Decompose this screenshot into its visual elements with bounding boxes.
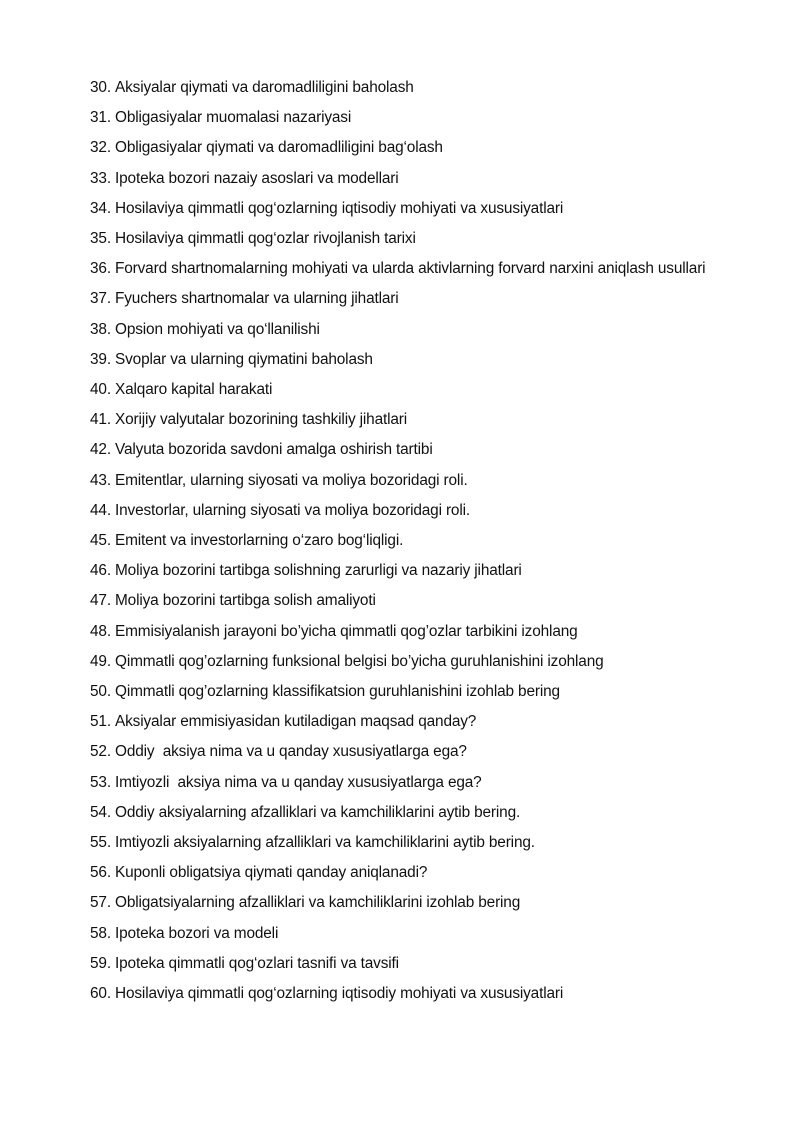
item-text: Forvard shartnomalarning mohiyati va ularda aktivlarning forvard narxini aniqlash usullari [115, 260, 706, 278]
item-text: Ipoteka bozori nazaiy asoslari va modellari [115, 169, 399, 187]
list-item [90, 375, 742, 405]
list-item [90, 707, 742, 737]
item-number: 39. [90, 350, 111, 368]
item-text: Emitentlar, ularning siyosati va moliya bozoridagi roli. [115, 471, 468, 489]
item-text: Ipoteka bozori va modeli [115, 924, 279, 942]
item-number: 43. [90, 471, 111, 489]
item-text: Hosilaviya qimmatli qog‘ozlarning iqtisodiy mohiyati va xususiyatlari [115, 199, 564, 217]
list-item [90, 919, 742, 949]
item-number: 41. [90, 411, 111, 429]
list-item [90, 224, 742, 254]
list-item [90, 768, 742, 798]
item-text: Aksiyalar qiymati va daromadliligini baholash [115, 79, 414, 96]
item-number: 33. [90, 169, 111, 187]
item-number: 53. [90, 773, 111, 791]
item-text: Svoplar va ularning qiymatini baholash [115, 350, 373, 368]
item-number: 48. [90, 622, 111, 640]
item-number: 32. [90, 139, 111, 157]
item-number: 56. [90, 864, 111, 882]
question-list [90, 73, 742, 1009]
item-text: Hosilaviya qimmatli qog‘ozlar rivojlanish tarixi [115, 230, 416, 248]
item-number: 57. [90, 894, 111, 912]
item-number: 37. [90, 290, 111, 308]
item-text: Obligasiyalar qiymati va daromadliligini bag‘olash [115, 139, 443, 157]
list-item [90, 828, 742, 858]
item-number: 44. [90, 501, 111, 519]
item-number: 49. [90, 652, 111, 670]
list-item [90, 526, 742, 556]
item-number: 35. [90, 230, 111, 248]
list-item [90, 496, 742, 526]
item-text: Oddiy aksiyalarning afzalliklari va kamchiliklarini aytib bering. [115, 803, 521, 821]
list-item [90, 435, 742, 465]
item-number: 58. [90, 924, 111, 942]
item-text: Qimmatli qog’ozlarning klassifikatsion guruhlanishini izohlab bering [115, 683, 560, 701]
item-number: 54. [90, 803, 111, 821]
list-item [90, 798, 742, 828]
item-number: 38. [90, 320, 111, 338]
item-text: Fyuchers shartnomalar va ularning jihatlari [115, 290, 399, 308]
list-item [90, 556, 742, 586]
item-text: Xorijiy valyutalar bozorining tashkiliy jihatlari [115, 411, 408, 429]
item-text: Oddiy aksiya nima va u qanday xususiyatlarga ega? [115, 743, 467, 761]
item-number: 55. [90, 834, 111, 852]
item-number: 42. [90, 441, 111, 459]
item-number: 40. [90, 381, 111, 399]
list-item [90, 466, 742, 496]
item-text: Qimmatli qog’ozlarning funksional belgisi bo’yicha guruhlanishini izohlang [115, 652, 604, 670]
item-text: Hosilaviya qimmatli qog‘ozlarning iqtisodiy mohiyati va xususiyatlari [115, 985, 564, 1003]
item-text: Kuponli obligatsiya qiymati qanday aniqlanadi? [115, 864, 428, 882]
item-text: Imtiyozli aksiya nima va u qanday xususiyatlarga ega? [115, 773, 482, 791]
item-text: Xalqaro kapital harakati [115, 381, 273, 399]
item-number: 46. [90, 562, 111, 580]
list-item [90, 586, 742, 616]
item-number: 31. [90, 109, 111, 127]
list-item [90, 677, 742, 707]
list-item [90, 737, 742, 767]
list-item [90, 979, 742, 1009]
item-number: 45. [90, 532, 111, 550]
item-text: Moliya bozorini tartibga solish amaliyoti [115, 592, 376, 610]
item-text: Imtiyozli aksiyalarning afzalliklari va kamchiliklarini aytib bering. [115, 834, 535, 852]
item-number: 60. [90, 985, 111, 1003]
list-item [90, 164, 742, 194]
item-text: Investorlar, ularning siyosati va moliya bozoridagi roli. [115, 501, 471, 519]
list-item [90, 617, 742, 647]
item-number: 51. [90, 713, 111, 731]
item-text: Aksiyalar emmisiyasidan kutiladigan maqsad qanday? [115, 713, 477, 731]
item-number: 36. [90, 260, 111, 278]
item-text: Obligasiyalar muomalasi nazariyasi [115, 109, 352, 127]
list-item [90, 858, 742, 888]
list-item [90, 405, 742, 435]
list-item [90, 888, 742, 918]
list-item [90, 103, 742, 133]
item-text: Valyuta bozorida savdoni amalga oshirish tartibi [115, 441, 433, 459]
list-item [90, 194, 742, 224]
list-item [90, 133, 742, 163]
item-number: 30. [90, 79, 111, 96]
list-item [90, 254, 742, 284]
list-item [90, 949, 742, 979]
item-number: 52. [90, 743, 111, 761]
item-number: 47. [90, 592, 111, 610]
item-text: Ipoteka qimmatli qog‘ozlari tasnifi va tavsifi [115, 954, 399, 972]
item-text: Moliya bozorini tartibga solishning zarurligi va nazariy jihatlari [115, 562, 522, 580]
list-item [90, 73, 742, 103]
item-text: Emitent va investorlarning o‘zaro bog‘liqligi. [115, 532, 404, 550]
list-item [90, 345, 742, 375]
list-item [90, 315, 742, 345]
item-number: 34. [90, 199, 111, 217]
item-text: Opsion mohiyati va qo‘llanilishi [115, 320, 320, 338]
list-item [90, 647, 742, 677]
item-text: Emmisiyalanish jarayoni bo’yicha qimmatli qog’ozlar tarbikini izohlang [115, 622, 578, 640]
item-number: 50. [90, 683, 111, 701]
item-text: Obligatsiyalarning afzalliklari va kamchiliklarini izohlab bering [115, 894, 521, 912]
item-number: 59. [90, 954, 111, 972]
list-item [90, 284, 742, 314]
